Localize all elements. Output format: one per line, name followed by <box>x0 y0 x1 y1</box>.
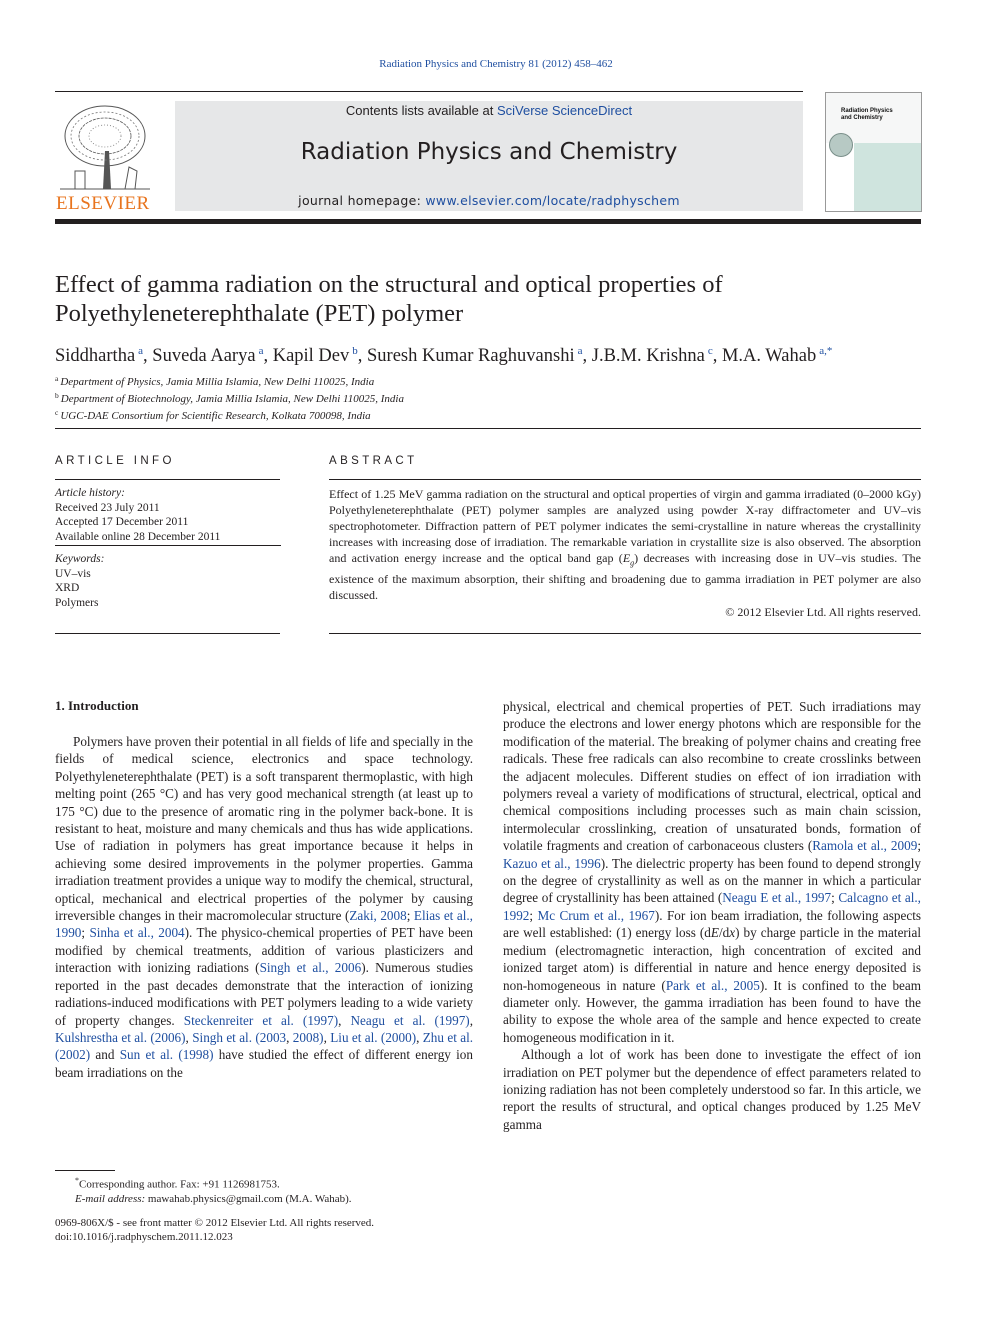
body-text: have studied the effect of different energy ion beam irradiations on the <box>55 1047 473 1080</box>
journal-citation[interactable]: Radiation Physics and Chemistry 81 (2012) 458–462 <box>379 58 613 70</box>
body-text: ). Numerous studies reported in the past decades demonstrate that the interaction of ionizing radiations-induced modifications with PET polymers leading to a wide variety of property changes. <box>55 960 474 1028</box>
keyword: Polymers <box>55 596 99 609</box>
reference-link[interactable]: Sun et al. (1998) <box>119 1047 214 1063</box>
journal-homepage-line <box>175 193 803 208</box>
abstract-body <box>329 486 921 620</box>
body-text: ). The physico-chemical properties of PET have been modified by chemical treatments, addition of various plasticizers and interaction with ionizing radiations ( <box>55 925 474 976</box>
footnote-rule <box>55 1170 115 1171</box>
reference-link[interactable]: Sinha et al., 2004 <box>89 925 185 941</box>
email-note <box>55 1192 475 1207</box>
reference-link[interactable]: Mc Crum et al., 1967 <box>537 907 655 923</box>
keywords-label: Keywords: <box>55 553 105 565</box>
accepted-date: Accepted 17 December 2011 <box>55 516 189 528</box>
paragraph: physical, electrical and chemical properties of PET. Such irradiations may produce the electrons and lower energy photons which are responsible for the modification of the material. The breaking of polymer chains and creating free radicals. These free radicals can also recombine to create crosslinks between the adjacent molecules. Different studies on effect of ion irradiation with polymers reveal a variety of modifications of structural, electrical, optical and chemical compositions including processes such as main chain scission, intermolecular crosslinking, creation of unsaturated bonds, formation of volatile fragments and creation of carbonaceous clusters (Ramola et al., 2009; Kazuo et al., 1996). The dielectric property has been found to depend strongly on the degree of crystallinity as well as on the manner in which a particular degree of crystallinity has been attained (Neagu E et al., 1997; Calcagno et al., 1992; Mc Crum et al., 1967). For ion beam irradiation, the following aspects are well established: (1) energy loss (dE/dx) by charge particle in the material medium (electromagnetic interaction, high concentration of excited and ionized target atom) is differential in nature and hence energy deposited is non-homogeneous in nature (Park et al., 2005). It is confined to the beam diameter only. However, the gamma irradiation has been found to have the ability to expose the whole area of the sample and hence expected to create homogeneous modification in it. <box>503 699 922 1045</box>
author-name[interactable]: M.A. Wahab <box>721 346 817 366</box>
abstract-bottom-rule <box>329 633 921 634</box>
affiliation-mark: a <box>55 374 59 383</box>
body-text: ). It is confined to the beam diameter only. However, the gamma irradiation has been found to have the ability to expose the whole area of the sample and hence expected to create homogeneous modification in it. <box>503 977 922 1045</box>
author-affiliation-mark[interactable]: a <box>258 345 264 357</box>
online-date: Available online 28 December 2011 <box>55 530 221 543</box>
reference-link[interactable]: Singh et al., 2006 <box>259 960 362 976</box>
cover-title: Radiation Physics and Chemistry <box>841 108 893 121</box>
reference-link[interactable]: Kazuo et al., 1996 <box>503 855 601 871</box>
elsevier-logo[interactable] <box>55 101 158 213</box>
affiliation-text: Department of Physics, Jamia Millia Islamia, New Delhi 110025, India <box>60 376 375 388</box>
reference-link[interactable]: Steckenreiter et al. (1997) <box>183 1012 339 1028</box>
article-info-heading: ARTICLE INFO <box>55 455 175 467</box>
author-name[interactable]: Suresh Kumar Raghuvanshi <box>367 346 575 366</box>
history-label: Article history: <box>55 487 125 499</box>
math-symbol: /d <box>718 925 730 941</box>
contents-prefix: Contents lists available at <box>345 103 497 118</box>
math-symbol: x <box>729 925 736 941</box>
article-title: Effect of gamma radiation on the structural and optical properties of Polyethyleneterephthalate (PET) polymer <box>55 271 723 327</box>
header-thick-rule <box>55 219 921 224</box>
author-name[interactable]: J.B.M. Krishna <box>591 346 705 366</box>
author-affiliation-mark[interactable]: a <box>138 345 144 357</box>
reference-link[interactable]: Ramola et al., 2009 <box>812 838 918 854</box>
reference-link[interactable]: Neagu E et al., 1997 <box>722 890 832 906</box>
issn-block <box>55 1216 475 1244</box>
email-address[interactable]: mawahab.physics@gmail.com (M.A. Wahab). <box>147 1193 352 1206</box>
section-heading-introduction: 1. Introduction <box>55 698 139 713</box>
cover-globe-icon <box>829 133 853 157</box>
affiliation-item <box>55 406 921 423</box>
author-name[interactable]: Siddhartha <box>55 346 136 366</box>
sciencedirect-link[interactable]: SciVerse ScienceDirect <box>496 103 633 118</box>
affiliation-text: UGC-DAE Consortium for Scientific Research, Kolkata 700098, India <box>60 410 371 422</box>
reference-link[interactable]: Park et al., 2005 <box>665 977 760 993</box>
author-affiliation-mark[interactable]: c <box>707 345 713 357</box>
contents-available-line <box>175 103 803 118</box>
abstract-heading-rule <box>329 479 921 480</box>
journal-header-panel <box>175 101 803 211</box>
body-text: Polymers have proven their potential in all fields of life and specially in the fields of medical science, electronics and space technology. Polyethyleneterephthalate (PET) is a soft transparent thermoplastic, with high melting point (265 °C) and has very good mechanical strength (at least up to 175 °C) due to the presence of aromatic ring in the polymer back-bone. It is resistant to heat, moisture and many chemicals and thus has wide applications. Use of radiation in polymers has great importance because it helps in achieving some desired improvements in the polymer properties. Gamma irradiation treatment provides a unique way to modify the chemical, structural, optical, mechanical and electrical properties of the polymer by causing irreversible changes in their macromolecular structure ( <box>55 734 473 924</box>
paragraph: Polymers have proven their potential in all fields of life and specially in the fields of medical science, electronics and space technology. Polyethyleneterephthalate (PET) is a soft transparent thermoplastic, with high melting point (265 °C) and has very good mechanical strength (at least up to 175 °C) due to the presence of aromatic ring in the polymer back-bone. It is resistant to heat, moisture and many chemicals and thus has wide applications. Use of radiation in polymers has great importance because it helps in achieving some desired improvements in the polymer properties. Gamma irradiation treatment provides a unique way to modify the chemical, structural, optical, mechanical and electrical properties of the polymer by causing irreversible changes in their macromolecular structure (Zaki, 2008; Elias et al., 1990; Sinha et al., 2004). The physico-chemical properties of PET have been modified by chemical treatments, addition of various plasticizers and interaction with ionizing radiations (Singh et al., 2006). Numerous studies reported in the past decades demonstrate that the interaction of ionizing radiations-induced modifications with PET polymers leading to a wide variety of property changes. Steckenreiter et al. (1997), Neagu et al. (1997), Kulshrestha et al. (2006), Singh et al. (2003, 2008), Liu et al. (2000), Zhu et al. (2002) and Sun et al. (1998) have studied the effect of different energy ion beam irradiations on the <box>55 734 474 1080</box>
elsevier-wordmark: ELSEVIER <box>56 193 150 214</box>
body-text: ) by charge particle in the material medium (electromagnetic interaction, high concentration of excited and ionized target atom) is differential in nature and hence energy deposited is non-homogeneous in nature ( <box>503 925 921 993</box>
paragraph: Although a lot of work has been done to investigate the effect of ion irradiation on PET polymer but the dependence of effect parameters related to ionizing radiation has not been completely understood so far. In this article, we report the results of structural, and optical changes produced by 1.25 MeV gamma <box>503 1047 921 1132</box>
reference-link[interactable]: Liu et al. (2000) <box>330 1029 417 1045</box>
affiliation-list <box>55 372 921 423</box>
author-affiliation-mark[interactable]: a <box>577 345 583 357</box>
journal-cover-thumbnail[interactable] <box>825 92 922 212</box>
body-text: ). For ion beam irradiation, the following aspects are well established: (1) energy loss (d <box>503 907 921 941</box>
eg-subscript: g <box>630 558 635 568</box>
corresponding-footnote <box>55 1174 475 1207</box>
author-list: Siddhartha $^a$, Suveda Aarya $^a$, Kapil Dev $^b$, Suresh Kumar Raghuvanshi $^a$, J.B.M. Krishna $^c$, M.A. Wahab $^{a,*}$ <box>55 345 833 366</box>
affiliation-mark: c <box>55 408 59 417</box>
author-affiliation-mark[interactable]: b <box>352 345 358 357</box>
info-bottom-rule <box>55 633 280 634</box>
keyword: UV–vis <box>55 567 91 580</box>
author-name[interactable]: Kapil Dev <box>272 346 350 366</box>
reference-link[interactable]: Neagu et al. (1997) <box>350 1012 470 1028</box>
abstract-heading: ABSTRACT <box>329 455 418 467</box>
reference-link[interactable]: Singh et al. (2003 <box>192 1029 287 1045</box>
abstract-text: ) decreases with increasing dose in UV–vis studies. The existence of the maximum absorption, their shifting and broadening due to gamma irradiation in PET polymer are also discussed. <box>329 551 921 603</box>
reference-link[interactable]: Elias et al., 1990 <box>55 908 473 941</box>
journal-title: Radiation Physics and Chemistry <box>300 139 678 165</box>
abstract-copyright: © 2012 Elsevier Ltd. All rights reserved. <box>725 605 921 620</box>
keyword: XRD <box>55 582 80 594</box>
reference-link[interactable]: Kulshrestha et al. (2006) <box>55 1029 186 1045</box>
author-affiliation-mark[interactable]: a,* <box>819 345 833 357</box>
affiliation-text: Department of Biotechnology, Jamia Millia Islamia, New Delhi 110025, India <box>60 393 404 405</box>
journal-homepage-link[interactable]: www.elsevier.com/locate/radphyschem <box>425 193 680 208</box>
email-label: E-mail address: <box>75 1193 148 1206</box>
reference-link[interactable]: Zhu et al. (2002) <box>55 1029 474 1063</box>
cover-green-panel <box>854 143 921 211</box>
corresponding-author-note: *Corresponding author. Fax: +91 1126981753. <box>75 1176 280 1191</box>
reference-link[interactable]: 2008) <box>292 1029 324 1045</box>
elsevier-tree-icon <box>55 101 155 191</box>
affiliation-item <box>55 372 921 389</box>
header-rule <box>55 91 803 92</box>
abstract-text: Effect of 1.25 MeV gamma radiation on the structural and optical properties of virgin and gamma irradiated (0–2000 kGy) Polyethyleneterephthalate (PET) polymer samples are analyzed using powder X-ray diffractometer and UV–vis spectrophotometer. Diffraction pattern of PET polymer indicates the semi-crystalline in nature whereas the crystallinity increases with increasing dose of irradiation. The remarkable variation in crystallite size is also observed. The absorption and activation energy increase and the optical band gap ( <box>329 487 921 565</box>
corresponding-text: Corresponding author. Fax: +91 1126981753. <box>79 1178 280 1191</box>
issn-line: 0969-806X/$ - see front matter © 2012 Elsevier Ltd. All rights reserved. <box>55 1217 375 1229</box>
body-text: ). The dielectric property has been found to depend strongly on the degree of crystallinity as well as on the manner in which a particular degree of crystallinity has been attained ( <box>503 855 921 906</box>
eg-symbol: E <box>622 551 631 565</box>
affiliation-rule <box>55 428 921 429</box>
author-name[interactable]: Suveda Aarya <box>152 346 256 366</box>
homepage-prefix: journal homepage: <box>298 193 426 208</box>
math-symbol: E <box>710 925 719 941</box>
affiliation-mark: b <box>55 391 59 400</box>
body-column-right <box>503 698 921 1133</box>
reference-link[interactable]: Calcagno et al., 1992 <box>503 890 921 923</box>
affiliation-item <box>55 389 921 406</box>
body-text: physical, electrical and chemical properties of PET. Such irradiations may produce the electrons and lower energy photons which are responsible for the modification of the material. The breaking of polymer chains and creating free radicals. These free radicals can also recombine to create crosslinks between the adjacent molecules. Different studies on effect of ion irradiation with polymers reveal a variety of modifications of structural, electrical, optical and chemical compositions including processes such as main chain scission, intermolecular crosslinking, creation of unsaturated bonds, formation of volatile fragments and creation of carbonaceous clusters ( <box>503 699 921 854</box>
body-column-left <box>55 733 473 1081</box>
reference-link[interactable]: Zaki, 2008 <box>349 908 407 924</box>
doi-line[interactable]: doi:10.1016/j.radphyschem.2011.12.023 <box>55 1231 233 1243</box>
info-divider <box>55 545 281 546</box>
article-info <box>55 486 281 610</box>
info-heading-rule <box>55 479 280 480</box>
received-date: Received 23 July 2011 <box>55 501 160 514</box>
